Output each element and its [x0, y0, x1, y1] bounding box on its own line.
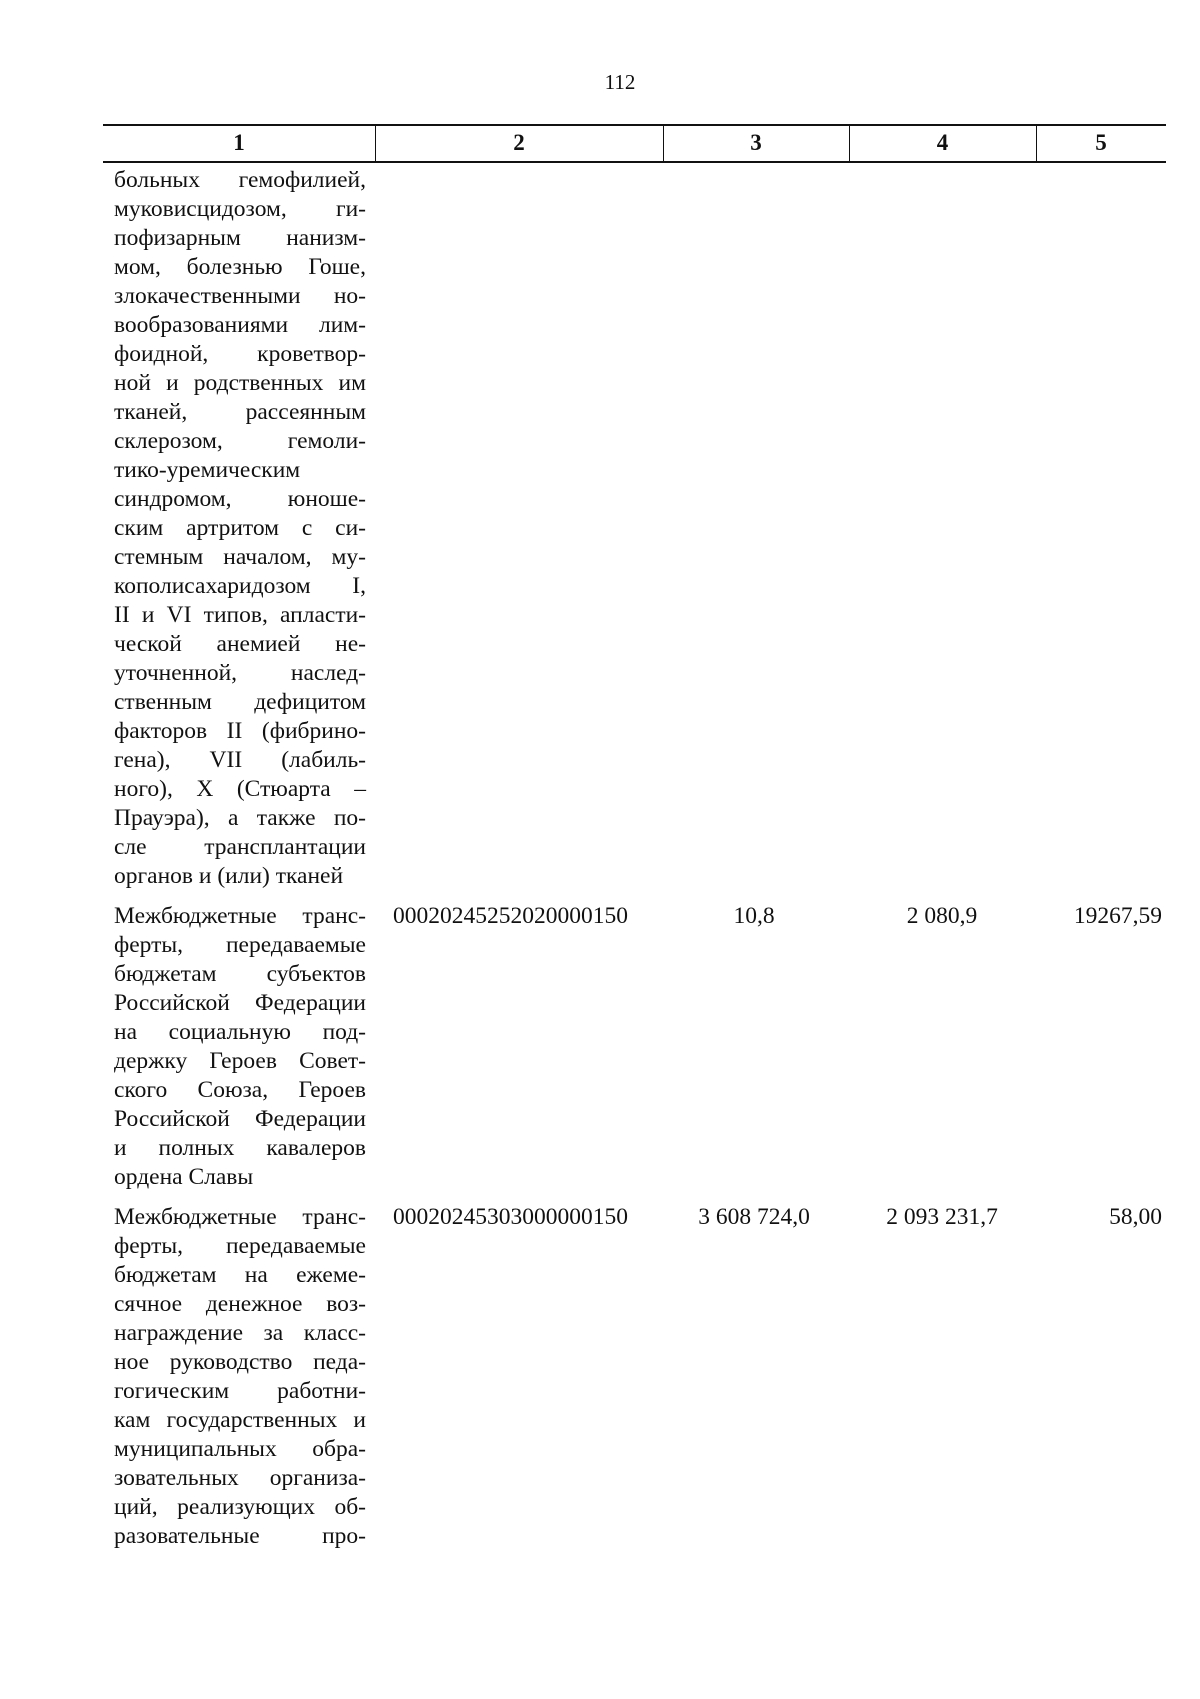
text-line: ским артритом с си-	[114, 515, 366, 541]
text-line: на социальную под-	[114, 1019, 366, 1045]
text-line: Прауэра), а также по-	[114, 805, 366, 831]
text-line: вообразованиями лим-	[114, 312, 366, 338]
text-line: муковисцидозом, ги-	[114, 196, 366, 222]
text-line: ное руководство педа-	[114, 1349, 366, 1375]
text-line: бюджетам субъектов	[114, 961, 366, 987]
column-4-value: 2 080,9	[906, 903, 978, 929]
text-line: органов и (или) тканей	[114, 863, 344, 889]
budget-classification-code: 00020245303000000150	[393, 1204, 628, 1230]
table-header-bottom-rule	[103, 161, 1166, 163]
row-description	[114, 166, 366, 891]
text-line: ций, реализующих об-	[114, 1494, 366, 1520]
text-line: стемным началом, му-	[114, 544, 366, 570]
text-line: кополисахаридозом I,	[114, 573, 366, 599]
column-5-value: 19267,59	[1073, 903, 1162, 929]
text-line: бюджетам на ежеме-	[114, 1262, 366, 1288]
text-line: разовательные про-	[114, 1523, 366, 1549]
text-line: ной и родственных им	[114, 370, 366, 396]
text-line: тканей, рассеянным	[114, 399, 366, 425]
text-line: ственным дефицитом	[114, 689, 366, 715]
text-line: факторов II (фибрино-	[114, 718, 366, 744]
text-line: держку Героев Совет-	[114, 1048, 366, 1074]
text-line: синдромом, юноше-	[114, 486, 366, 512]
row-description	[114, 902, 366, 1192]
text-line: зовательных организа-	[114, 1465, 366, 1491]
text-line: ферты, передаваемые	[114, 1233, 366, 1259]
text-line: гогическим работни-	[114, 1378, 366, 1404]
text-line: Российской Федерации	[114, 990, 366, 1016]
text-line: II и VI типов, апласти-	[114, 602, 366, 628]
column-header-5: 5	[1095, 130, 1107, 155]
text-line: ордена Славы	[114, 1164, 254, 1190]
text-line: ческой анемией не-	[114, 631, 366, 657]
column-header-2: 2	[513, 130, 525, 155]
text-line: больных гемофилией,	[114, 167, 366, 193]
text-line: награждение за класс-	[114, 1320, 366, 1346]
column-4-value: 2 093 231,7	[886, 1204, 998, 1230]
text-line: сле трансплантации	[114, 834, 366, 860]
budget-classification-code: 00020245252020000150	[393, 903, 628, 929]
text-line: Российской Федерации	[114, 1106, 366, 1132]
column-3-value: 10,8	[733, 903, 775, 929]
column-header-1: 1	[233, 130, 245, 155]
text-line: муниципальных обра-	[114, 1436, 366, 1462]
column-header-4: 4	[936, 130, 949, 155]
text-line: сячное денежное воз-	[114, 1291, 366, 1317]
text-line: ского Союза, Героев	[114, 1077, 366, 1103]
text-line: ного), X (Стюарта –	[114, 776, 366, 802]
column-5-value: 58,00	[1109, 1204, 1162, 1230]
text-line: склерозом, гемоли-	[114, 428, 366, 454]
text-line: ферты, передаваемые	[114, 932, 366, 958]
text-line: кам государственных и	[114, 1407, 366, 1433]
text-line: пофизарным нанизм-	[114, 225, 366, 251]
column-header-3: 3	[750, 130, 762, 155]
text-line: Межбюджетные транс-	[114, 1204, 366, 1230]
column-3-value: 3 608 724,0	[698, 1204, 810, 1230]
row-description	[114, 1203, 366, 1551]
text-line: гена), VII (лабиль-	[114, 747, 366, 773]
text-line: и полных кавалеров	[114, 1135, 366, 1161]
text-line: Межбюджетные транс-	[114, 903, 366, 929]
text-line: фоидной, кроветвор-	[114, 341, 366, 367]
text-line: мом, болезнью Гоше,	[114, 254, 366, 280]
text-line: уточненной, наслед-	[114, 660, 366, 686]
text-line: тико-уремическим	[114, 457, 301, 483]
text-line: злокачественными но-	[114, 283, 366, 309]
page-number: 112	[604, 70, 636, 94]
